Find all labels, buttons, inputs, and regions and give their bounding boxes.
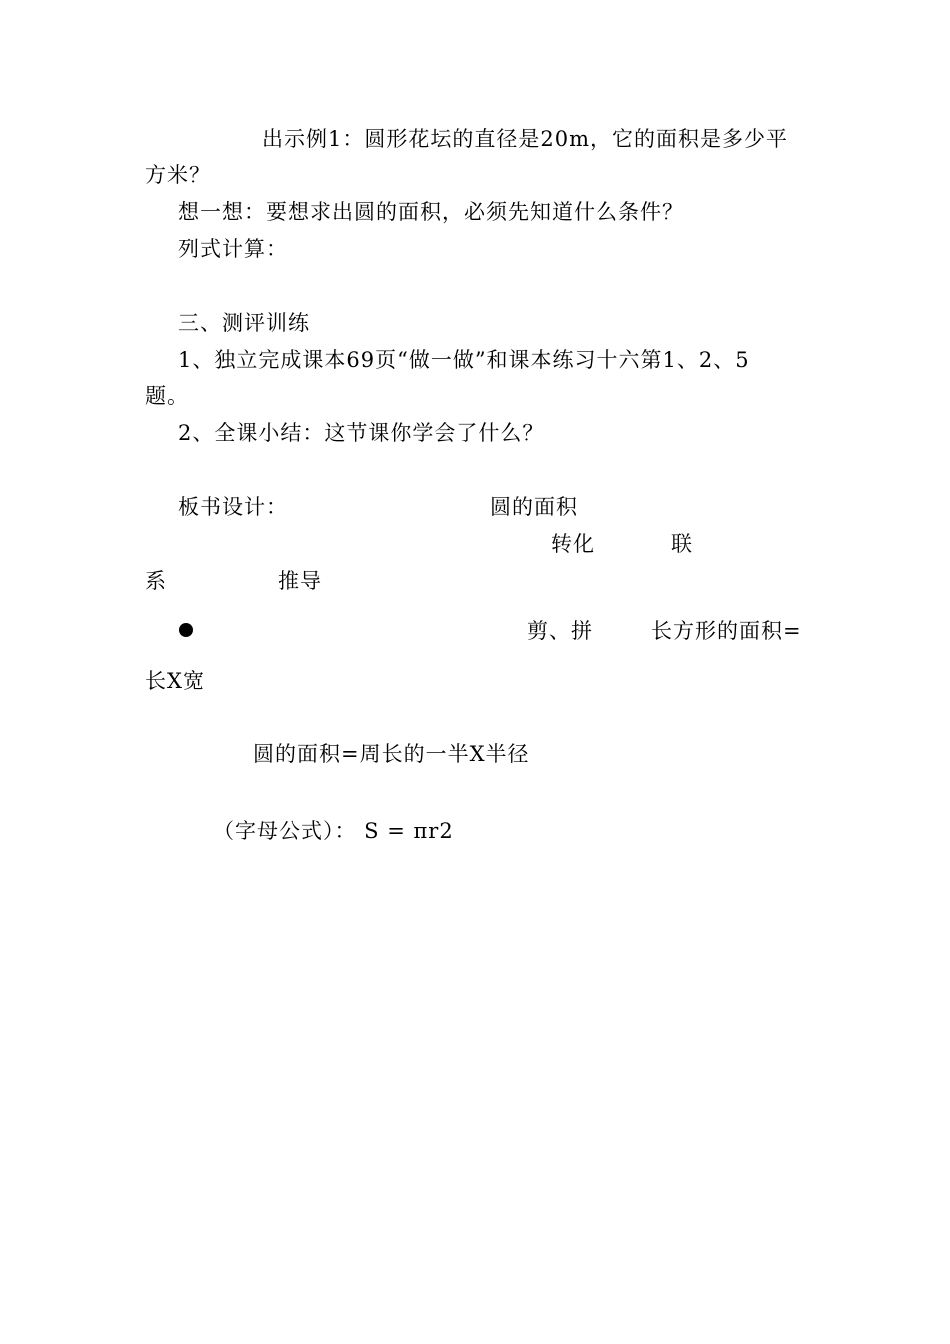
assessment-item1-line2: 题。 [145, 384, 189, 408]
example-text-line2: 方米？ [145, 163, 211, 187]
board-transform: 转化 [551, 532, 595, 556]
assessment-heading: 三、测评训练 [178, 311, 310, 335]
bullet-icon [179, 623, 193, 637]
circle-area-formula: 圆的面积=周长的一半X半径 [253, 742, 530, 766]
assessment-item1-line1: 1、独立完成课本69页“做一做”和课本练习十六第1、2、5 [178, 348, 750, 372]
rect-area-formula-line2: 长X宽 [145, 669, 205, 693]
board-design-label: 板书设计： [178, 495, 288, 519]
board-title: 圆的面积 [490, 495, 578, 519]
example-text-line1: 出示例1：圆形花坛的直径是20m，它的面积是多少平 [262, 127, 788, 151]
board-connect-part2: 系 [145, 569, 167, 593]
calculation-label: 列式计算： [178, 237, 288, 261]
board-derive: 推导 [278, 569, 322, 593]
board-cut-paste: 剪、拼 [527, 619, 593, 643]
letter-formula: （字母公式）： S = πr2 [213, 819, 454, 843]
assessment-item2: 2、全课小结：这节课你学会了什么？ [178, 421, 545, 445]
think-prompt: 想一想：要想求出圆的面积，必须先知道什么条件？ [178, 200, 684, 224]
board-connect-part1: 联 [671, 532, 693, 556]
rect-area-formula-line1: 长方形的面积= [651, 619, 802, 643]
